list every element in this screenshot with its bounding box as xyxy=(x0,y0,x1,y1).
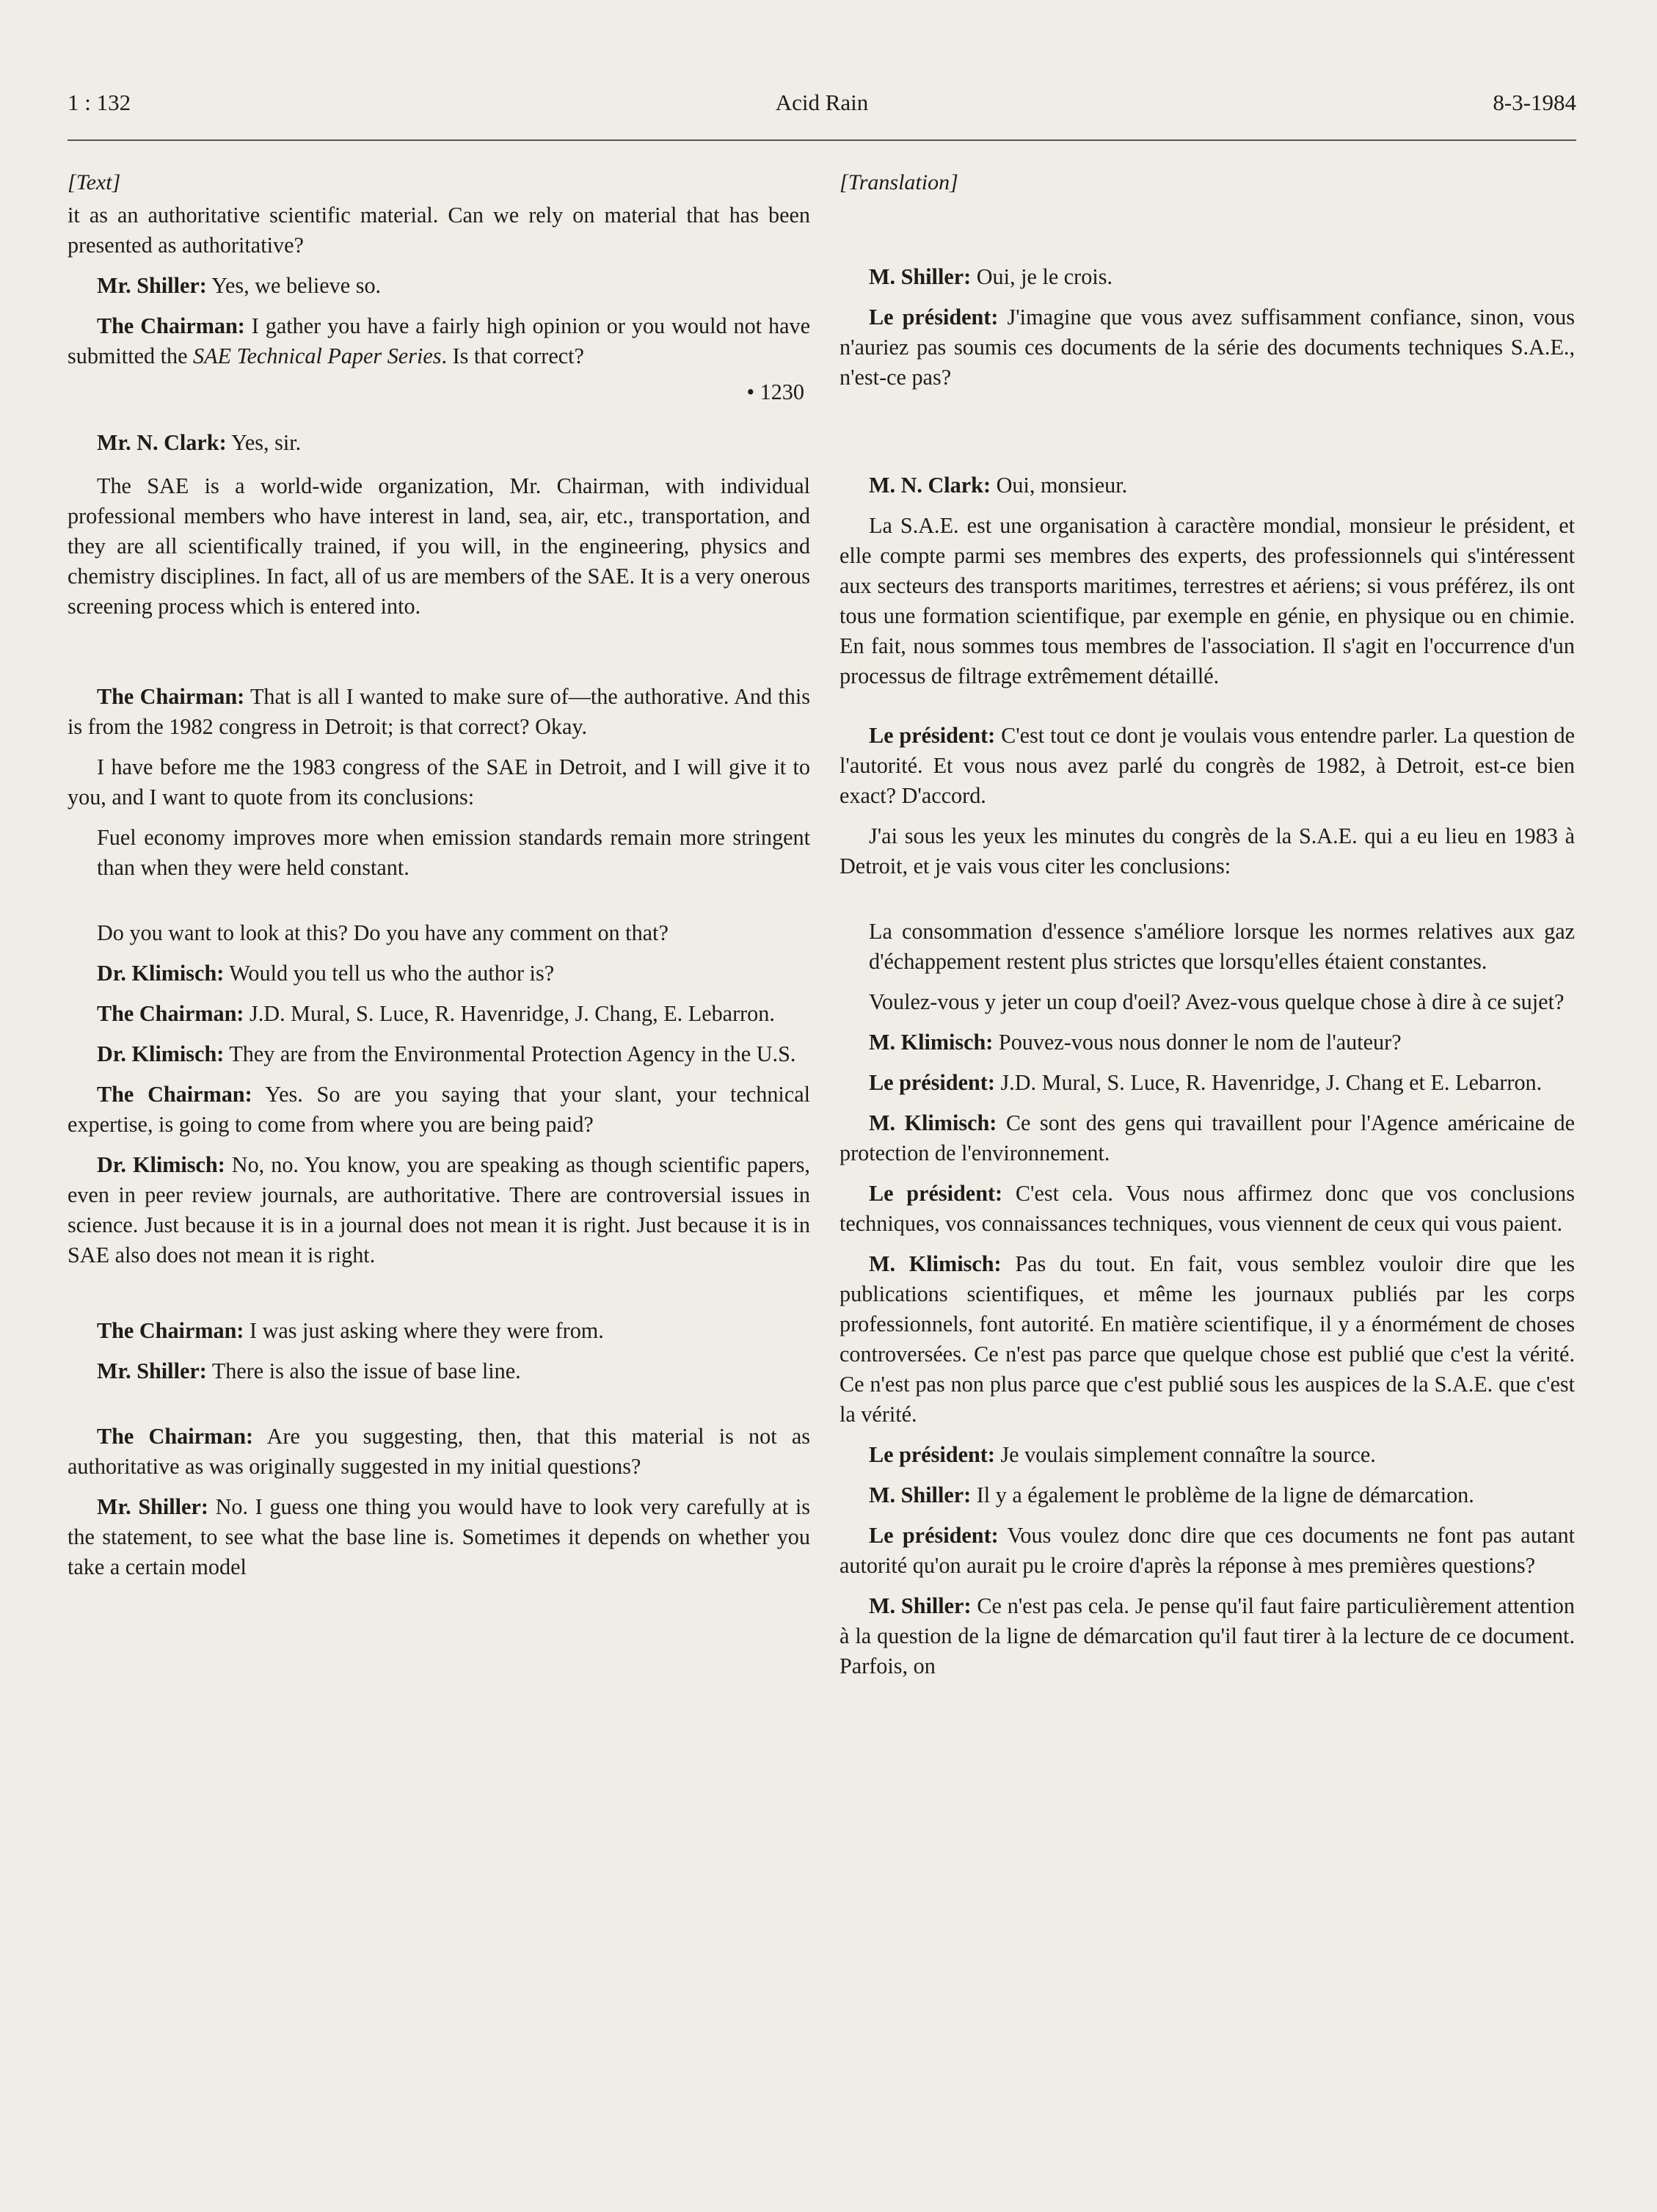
running-title: Acid Rain xyxy=(775,90,869,115)
speaker: Mr. N. Clark: xyxy=(97,430,227,455)
paragraph: Le président: Vous voulez donc dire que ces documents ne font pas autant autorité qu'on aurait pu le croire d'après la réponse à mes premières questions? xyxy=(840,1523,1575,1578)
time-marker: • 1230 xyxy=(746,379,804,404)
paragraph: Mr. Shiller: No. I guess one thing you would have to look very carefully at is the statement, to see what the base line is. Sometimes it depends on whether you take a certain model xyxy=(68,1494,810,1579)
speaker: M. Klimisch: xyxy=(869,1110,997,1135)
paragraph: The Chairman: I was just asking where they were from. xyxy=(97,1318,604,1343)
paragraph: Le président: C'est cela. Vous nous affirmez donc que vos conclusions techniques, vos connaissances techniques, vous viennent de ceux qui vous paient. xyxy=(840,1181,1575,1236)
page-header xyxy=(68,90,1576,126)
speaker: The Chairman: xyxy=(97,1082,252,1107)
speaker: Le président: xyxy=(869,1442,995,1467)
paragraph: The Chairman: That is all I wanted to make sure of—the authorative. And this is from the 1982 congress in Detroit; is that correct? Okay. xyxy=(68,684,811,739)
speaker: Mr. Shiller: xyxy=(97,1358,207,1383)
column-heading: [Translation] xyxy=(840,170,958,194)
paragraph: The Chairman: I gather you have a fairly high opinion or you would not have submitted the SAE Technical Paper Series. Is that correct? xyxy=(68,313,810,368)
speaker: The Chairman: xyxy=(97,1001,244,1026)
paragraph: M. Klimisch: Pas du tout. En fait, vous semblez vouloir dire que les publications scientifiques, et même les journaux publiés par les corps professionnels, font autorité. En matière scientifique, il y a énormément de choses controversées. Ce n'est pas parce que quelque chose est publié que c'est la vérité. Ce n'est pas non plus parce que c'est publié sous les auspices de la S.A.E. que c'est la vérité. xyxy=(840,1251,1575,1427)
paragraph: Dr. Klimisch: They are from the Environmental Protection Agency in the U.S. xyxy=(97,1041,796,1066)
paragraph: Voulez-vous y jeter un coup d'oeil? Avez-vous quelque chose à dire à ce sujet? xyxy=(869,989,1565,1014)
paragraph: Le président: J'imagine que vous avez suffisamment confiance, sinon, vous n'auriez pas soumis ces documents de la série des documents techniques S.A.E., n'est-ce pas? xyxy=(840,305,1575,390)
paragraph: M. Shiller: Oui, je le crois. xyxy=(869,264,1113,289)
quotation: La consommation d'essence s'améliore lorsque les normes relatives aux gaz d'échappement restent plus strictes que lorsqu'elles étaient constantes. xyxy=(869,919,1575,974)
paragraph: Do you want to look at this? Do you have any comment on that? xyxy=(97,920,669,945)
quotation: Fuel economy improves more when emission standards remain more stringent than when they were held constant. xyxy=(97,825,810,880)
paragraph: Mr. Shiller: There is also the issue of base line. xyxy=(97,1358,521,1383)
paragraph: M. N. Clark: Oui, monsieur. xyxy=(869,473,1128,498)
speaker: M. Klimisch: xyxy=(869,1030,994,1055)
speaker: The Chairman: xyxy=(97,313,245,338)
english-column xyxy=(68,167,810,1582)
paragraph: La S.A.E. est une organisation à caractère mondial, monsieur le président, et elle compte parmi ses membres des experts, des professionnels qui s'intéressent aux secteurs des transports maritimes, terrestres et aériens; si vous préférez, ils ont tous une formation scientifique, par exemple en génie, en physique ou en chimie. En fait, nous sommes tous membres de l'association. Il s'agit en l'occurrence d'un processus de filtrage extrêmement détaillé. xyxy=(840,513,1575,688)
paragraph: I have before me the 1983 congress of the SAE in Detroit, and I will give it to you, and I want to quote from its conclusions: xyxy=(68,754,810,810)
speaker: Dr. Klimisch: xyxy=(97,1152,225,1177)
paragraph: Mr. Shiller: Yes, we believe so. xyxy=(97,273,382,298)
paragraph: M. Klimisch: Pouvez-vous nous donner le nom de l'auteur? xyxy=(869,1030,1402,1055)
speaker: Dr. Klimisch: xyxy=(97,961,225,986)
paragraph: it as an authoritative scientific material. Can we rely on material that has been presented as authoritative? xyxy=(68,203,810,258)
paragraph: Dr. Klimisch: Would you tell us who the author is? xyxy=(97,961,555,986)
paragraph: The Chairman: J.D. Mural, S. Luce, R. Havenridge, J. Chang, E. Lebarron. xyxy=(97,1001,775,1026)
paragraph: The SAE is a world-wide organization, Mr. Chairman, with individual professional members who have interest in land, sea, air, etc., transportation, and they are all scientifically trained, if you will, in the engineering, physics and chemistry disciplines. In fact, all of us are members of the SAE. It is a very onerous screening process which is entered into. xyxy=(68,473,810,619)
speaker: Le président: xyxy=(869,1070,995,1095)
speaker: Le président: xyxy=(869,1523,999,1548)
paragraph: The Chairman: Yes. So are you saying that your slant, your technical expertise, is going to come from where you are being paid? xyxy=(68,1082,811,1137)
paragraph: Le président: Je voulais simplement connaître la source. xyxy=(869,1442,1376,1467)
paragraph: Dr. Klimisch: No, no. You know, you are speaking as though scientific papers, even in peer review journals, are authoritative. There are controversial issues in science. Just because it is in a journal does not mean it is right. Just because it is in SAE also does not mean it is right. xyxy=(68,1152,810,1267)
paragraph: M. Shiller: Il y a également le problème de la ligne de démarcation. xyxy=(869,1482,1474,1507)
speaker: M. Shiller: xyxy=(869,1482,972,1507)
speaker: Dr. Klimisch: xyxy=(97,1041,225,1066)
paragraph: Le président: C'est tout ce dont je voulais vous entendre parler. La question de l'autorité. Et vous nous avez parlé du congrès de 1982, à Detroit, est-ce bien exact? D'accord. xyxy=(840,723,1576,808)
paragraph: M. Shiller: Ce n'est pas cela. Je pense qu'il faut faire particulièrement attention à la question de la ligne de démarcation qu'il faut tirer à la lecture de ce document. Parfois, on xyxy=(840,1593,1575,1678)
speaker: M. Shiller: xyxy=(869,1593,972,1618)
speaker: The Chairman: xyxy=(97,1318,244,1343)
speaker: Mr. Shiller: xyxy=(97,1494,208,1519)
french-column xyxy=(840,167,1575,1681)
header-rule xyxy=(68,139,1576,141)
paragraph: J'ai sous les yeux les minutes du congrès de la S.A.E. qui a eu lieu en 1983 à Detroit, et je vais vous citer les conclusions: xyxy=(840,823,1575,878)
page-number: 1 : 132 xyxy=(68,90,131,115)
speaker: Le président: xyxy=(869,305,999,330)
speaker: Le président: xyxy=(869,1181,1003,1206)
column-heading: [Text] xyxy=(68,170,121,194)
speaker: Le président: xyxy=(869,723,996,748)
speaker: M. Klimisch: xyxy=(869,1251,1002,1276)
speaker: The Chairman: xyxy=(97,684,245,709)
speaker: The Chairman: xyxy=(97,1424,254,1449)
speaker: M. N. Clark: xyxy=(869,473,991,498)
date: 8-3-1984 xyxy=(1493,90,1576,115)
paragraph: M. Klimisch: Ce sont des gens qui travaillent pour l'Agence américaine de protection de l'environnement. xyxy=(840,1110,1575,1165)
paragraph: Mr. N. Clark: Yes, sir. xyxy=(97,430,302,455)
paragraph: The Chairman: Are you suggesting, then, that this material is not as authoritative as was originally suggested in my initial questions? xyxy=(68,1424,810,1479)
speaker: Mr. Shiller: xyxy=(97,273,207,298)
speaker: M. Shiller: xyxy=(869,264,972,289)
paragraph: Le président: J.D. Mural, S. Luce, R. Havenridge, J. Chang et E. Lebarron. xyxy=(869,1070,1543,1095)
